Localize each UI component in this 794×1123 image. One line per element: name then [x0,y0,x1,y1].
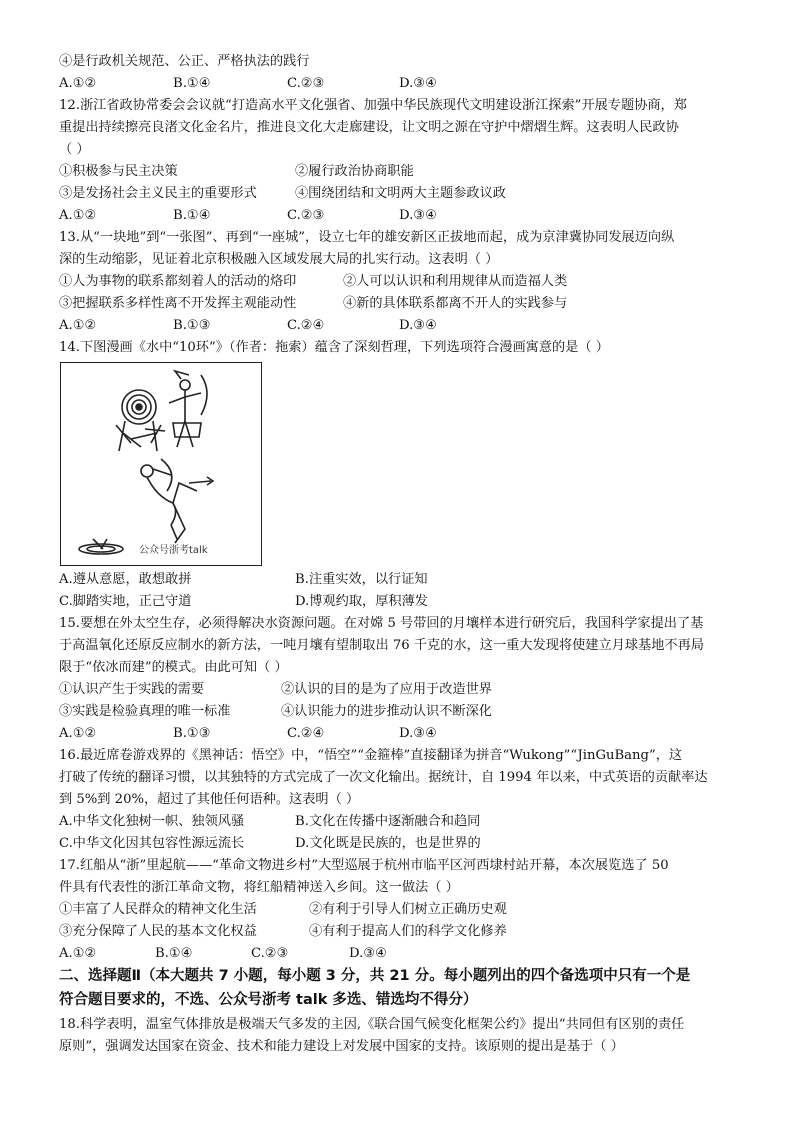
q12-stem-line-2: 重提出持续擦亮良渚文化金名片，推进良文化大走廊建设，让文明之源在守护中熠熠生辉。这表明人民政协 [59,120,679,135]
q15-option-c[interactable]: C.②④ [287,726,325,741]
q17-option-a[interactable]: A.①② [59,946,97,961]
q15-stem-line-1: 15.要想在外太空生存，必须得解决水资源问题。在对嫦 5 号带回的月壤样本进行研究后，我国科学家提出了基 [59,616,704,631]
q14-option-a[interactable]: A.遵从意愿，敢想敢拼 [59,572,192,587]
q16-stem-line-1: 16.最近席卷游戏界的《黑神话：悟空》中，“悟空”“金箍棒”直接翻译为拼音“Wukong”“JinGuBang”，这 [59,748,683,763]
q17-option-d[interactable]: D.③④ [349,946,387,961]
q16-option-c[interactable]: C.中华文化因其包容性源远流长 [59,836,245,851]
cartoon-image [60,362,262,566]
q15-stem-line-3: 限于“依冰而建”的模式。由此可知（ ） [59,660,288,675]
q12-stem-line-1: 12.浙江省政协常委会会议就“打造高水平文化强省、加强中华民族现代文明建设浙江探索”开展专题协商，郑 [59,98,687,113]
q13-stem-line-2: 深的生动缩影，见证着北京积极融入区域发展大局的扎实行动。这表明（ ） [59,252,499,267]
q12-item-1: ①积极参与民主决策 [59,164,178,179]
q13-stem-line-1: 13.从“一块地”到“一张图”、再到“一座城”，设立七年的雄安新区正拔地而起，成为京津冀协同发展迈向纵 [59,230,675,245]
q15-option-a[interactable]: A.①② [59,726,97,741]
q12-option-c[interactable]: C.②③ [287,208,325,223]
q15-stem-line-2: 于高温氧化还原反应制水的新方法，一吨月壤有望制取出 76 千克的水，这一重大发现将使建立月球基地不再局 [59,638,704,653]
q17-stem-line-2: 件具有代表性的浙江革命文物，将红船精神送入乡间。这一做法（ ） [59,880,459,895]
q12-item-4: ④围绕团结和文明两大主题参政议政 [295,186,506,201]
q16-option-b[interactable]: B.文化在传播中逐渐融合和趋同 [295,814,481,829]
q15-item-1: ①认识产生于实践的需要 [59,682,205,697]
q17-option-b[interactable]: B.①④ [155,946,193,961]
cartoon-drawing [61,363,261,565]
q14-stem: 14.下图漫画《水中“10环”》（作者：拖索）蕴含了深刻哲理，下列选项符合漫画寓意的是（ ） [59,340,609,355]
q17-item-1: ①丰富了人民群众的精神文化生活 [59,902,257,917]
q12-item-2: ②履行政治协商职能 [295,164,414,179]
q12-stem-line-3: （ ） [59,142,90,157]
q17-item-2: ②有利于引导人们树立正确历史观 [309,902,507,917]
q15-option-d[interactable]: D.③④ [399,726,437,741]
q15-option-b[interactable]: B.①③ [173,726,211,741]
q16-stem-line-2: 打破了传统的翻译习惯，以其独特的方式完成了一次文化输出。据统计，自 1994 年以来，中式英语的贡献率达 [59,770,708,785]
q15-item-2: ②认识的目的是为了应用于改造世界 [281,682,492,697]
cartoon-watermark: 公众号浙考talk [139,545,208,556]
q13-option-b[interactable]: B.①③ [173,318,211,333]
q14-option-d[interactable]: D.博观约取，厚积薄发 [295,594,428,609]
q14-option-b[interactable]: B.注重实效，以行证知 [295,572,428,587]
q17-item-3: ③充分保障了人民的基本文化权益 [59,924,257,939]
q11-option-b[interactable]: B.①④ [173,76,211,91]
q11-option-d[interactable]: D.③④ [399,76,437,91]
q18-stem-line-2: 原则”，强调发达国家在资金、技术和能力建设上对发展中国家的支持。该原则的提出是基于（ ） [59,1039,624,1054]
q16-option-a[interactable]: A.中华文化独树一帜、独领风骚 [59,814,245,829]
section-2-heading-line-1: 二、选择题Ⅱ（本大题共 7 小题，每小题 3 分，共 21 分。每小题列出的四个备选项中只有一个是 [59,968,691,984]
q17-option-c[interactable]: C.②③ [251,946,289,961]
q13-item-4: ④新的具体联系都离不开人的实践参与 [343,296,568,311]
q13-item-2: ②人可以认识和利用规律从而造福人类 [343,274,568,289]
q13-option-a[interactable]: A.①② [59,318,97,333]
q13-option-c[interactable]: C.②④ [287,318,325,333]
q14-option-c[interactable]: C.脚踏实地，正己守道 [59,594,192,609]
q11-option-a[interactable]: A.①② [59,76,97,91]
q11-statement-4: ④是行政机关规范、公正、严格执法的践行 [59,54,310,69]
q17-item-4: ④有利于提高人们的科学文化修养 [309,924,507,939]
q12-option-a[interactable]: A.①② [59,208,97,223]
q12-item-3: ③是发扬社会主义民主的重要形式 [59,186,257,201]
q11-option-c[interactable]: C.②③ [287,76,325,91]
q18-stem-line-1: 18.科学表明，温室气体排放是极端天气多发的主因,《联合国气候变化框架公约》提出“共同但有区别的责任 [59,1017,685,1032]
q16-option-d[interactable]: D.文化既是民族的，也是世界的 [295,836,481,851]
q17-stem-line-1: 17.红船从“浙”里起航——“革命文物进乡村”大型巡展于杭州市临平区河西埭村站开幕，本次展览选了 50 [59,858,669,873]
section-2-heading-line-2: 符合题目要求的，不选、公众号浙考 talk 多选、错选均不得分） [59,992,478,1008]
q15-item-4: ④认识能力的进步推动认识不断深化 [281,704,492,719]
q13-item-3: ③把握联系多样性离不开发挥主观能动性 [59,296,297,311]
q13-item-1: ①人为事物的联系都刻着人的活动的烙印 [59,274,297,289]
q12-option-b[interactable]: B.①④ [173,208,211,223]
q16-stem-line-3: 到 5%到 20%，超过了其他任何语种。这表明（ ） [59,792,360,807]
q15-item-3: ③实践是检验真理的唯一标准 [59,704,231,719]
q12-option-d[interactable]: D.③④ [399,208,437,223]
q13-option-d[interactable]: D.③④ [399,318,437,333]
